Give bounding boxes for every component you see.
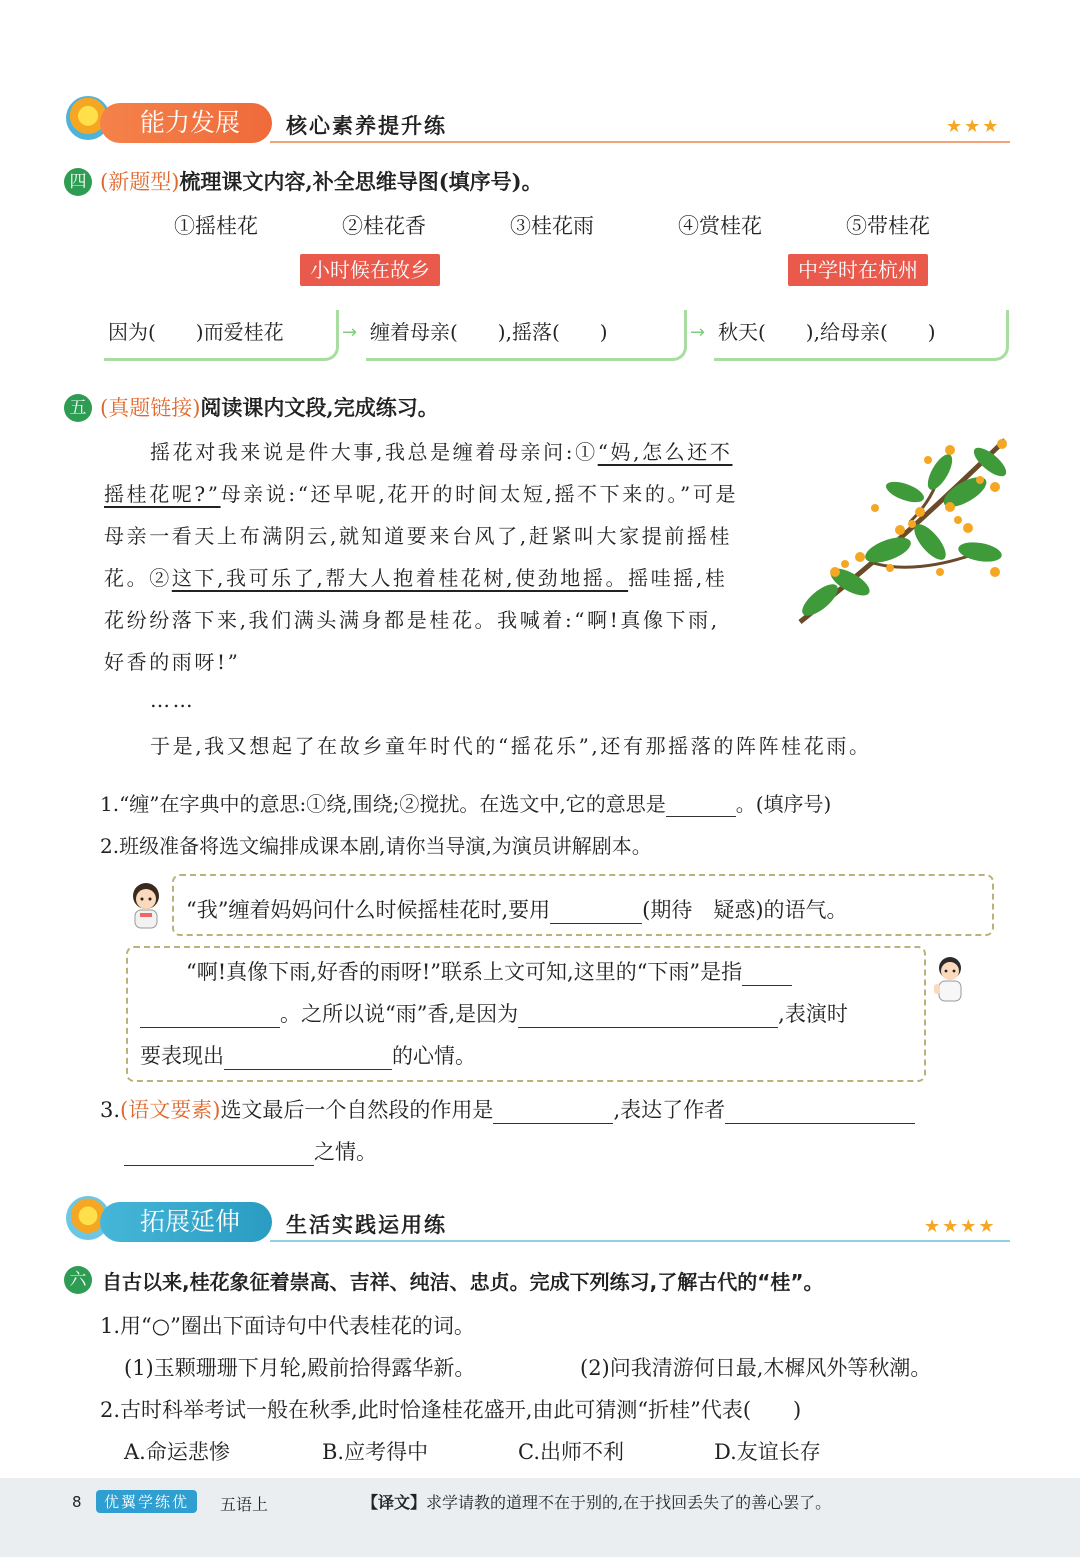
section-subtitle-extension: 生活实践运用练 [286,1212,447,1237]
option-5: ⑤带桂花 [846,214,930,238]
mindmap-box-1-text: 因为( )而爱桂花 [108,320,284,344]
bubble-2-line-2 [140,998,848,1028]
translation-label: 【译文】 [362,1493,427,1512]
label-middle-school-hangzhou: 中学时在杭州 [788,254,928,286]
bubble-text: ,表演时 [778,1002,848,1026]
question-5-1 [100,788,831,817]
brand-logo: 优翼学练优 [96,1490,197,1513]
question-tag: (真题链接) [100,396,201,420]
passage-line [104,478,738,507]
poem-1: (1)玉颗珊珊下月轮,殿前拾得露华新。 [124,1356,476,1380]
bubble-1-text [186,894,848,924]
passage-text: 摇哇摇,桂 [628,566,728,590]
translation-text: 求学请教的道理不在于别的,在于找回丢失了的善心罢了。 [426,1493,832,1512]
section-divider [270,141,1010,143]
passage-text: 母亲说:“还早呢,花开的时间太短,摇不下来的。”可是 [220,482,739,506]
option-3: ③桂花雨 [510,214,594,238]
passage-text: 花。② [104,566,172,590]
answer-blank[interactable] [140,1003,280,1028]
question-text: 。(填序号) [735,792,832,816]
poem-2: (2)问我清游何日最,木樨风外等秋潮。 [580,1356,932,1380]
question-text: 选文最后一个自然段的作用是 [220,1098,494,1122]
section-divider [270,1240,1010,1242]
question-5-3-line-1 [100,1094,915,1124]
passage-line: 好香的雨呀!” [104,650,241,674]
difficulty-stars: ★★★ [946,116,1001,137]
underlined-sentence-2: 这下,我可乐了,帮大人抱着桂花树,使劲地摇。 [171,566,629,590]
mindmap-arrow-1: → [342,322,358,343]
question-number-5: 五 [64,394,92,422]
osmanthus-branch-illustration [790,432,1014,628]
question-5-3-line-2 [124,1136,377,1166]
choice-c[interactable]: C.出师不利 [518,1440,624,1464]
bubble-text: 要表现出 [140,1044,224,1068]
section-subtitle-ability: 核心素养提升练 [286,113,447,138]
answer-blank[interactable] [124,1141,314,1166]
passage-line: 母亲一看天上布满阴云,就知道要来台风了,赶紧叫大家提前摇桂 [104,524,733,548]
mindmap-box-2 [366,310,687,361]
bubble-text: 的心情。 [392,1044,476,1068]
passage-line [104,562,727,591]
choice-d[interactable]: D.友谊长存 [714,1440,821,1464]
choice-b[interactable]: B.应考得中 [322,1440,429,1464]
question-5-heading [100,392,439,422]
mindmap-box-3-text: 秋天( ),给母亲( ) [718,320,936,344]
passage-last-paragraph: 于是,我又想起了在故乡童年时代的“摇花乐”,还有那摇落的阵阵桂花雨。 [150,734,872,758]
question-prompt: 梳理课文内容,补全思维导图(填序号)。 [179,169,543,194]
bubble-2-line-1 [186,956,792,986]
question-5-2: 2.班级准备将选文编排成课本剧,请你当导演,为演员讲解剧本。 [100,834,652,858]
girl-avatar-icon [124,880,168,934]
label-childhood-hometown: 小时候在故乡 [300,254,440,286]
question-tag: (新题型) [100,170,180,194]
option-4: ④赏桂花 [678,214,762,238]
translation-note [362,1490,831,1513]
question-6-prompt: 自古以来,桂花象征着崇高、吉祥、纯洁、忠贞。完成下列练习,了解古代的“桂”。 [102,1270,824,1294]
bubble-text: (期待 疑惑)的语气。 [642,898,848,922]
section-title-ability: 能力发展 [100,103,272,143]
question-text: 之情。 [314,1140,377,1164]
question-number-6: 六 [64,1266,92,1294]
question-prompt: 阅读课内文段,完成练习。 [200,395,439,420]
page-number: 8 [72,1493,82,1511]
bubble-2-line-3 [140,1040,476,1070]
question-4-heading [100,166,543,196]
underlined-sentence-1: “妈,怎么还不 [597,440,733,464]
passage-line: 花纷纷落下来,我们满头满身都是桂花。我喊着:“啊!真像下雨, [104,608,720,632]
passage-ellipsis: …… [150,688,196,712]
answer-blank[interactable] [518,1003,778,1028]
option-2: ②桂花香 [342,214,426,238]
question-text: ,表达了作者 [613,1098,726,1122]
answer-blank[interactable] [224,1045,392,1070]
mindmap-box-3 [714,310,1009,361]
mindmap-box-1 [104,310,339,361]
question-6-2: 2.古时科举考试一般在秋季,此时恰逢桂花盛开,由此可猜测“折桂”代表( ) [100,1398,802,1422]
passage-line [150,436,733,465]
question-number-4: 四 [64,168,92,196]
answer-blank[interactable] [725,1099,915,1124]
underlined-sentence-1-end: 摇桂花呢?” [104,482,221,506]
bubble-text: 。之所以说“雨”香,是因为 [280,1002,519,1026]
answer-blank[interactable] [666,792,736,817]
mindmap-arrow-2: → [690,322,706,343]
answer-blank[interactable] [550,899,642,924]
passage-text: 摇花对我来说是件大事,我总是缠着母亲问:① [150,440,598,464]
difficulty-stars: ★★★★ [924,1216,997,1237]
bubble-text: “我”缠着妈妈问什么时候摇桂花时,要用 [186,898,551,922]
boy-avatar-icon [928,954,972,1006]
bubble-text: “啊!真像下雨,好香的雨呀!”联系上文可知,这里的“下雨”是指 [186,960,743,984]
question-text: 1.“缠”在字典中的意思:①绕,围绕;②搅扰。在选文中,它的意思是 [100,792,666,816]
answer-blank[interactable] [742,961,792,986]
grade-label: 五语上 [220,1495,269,1514]
choice-a[interactable]: A.命运悲惨 [124,1440,230,1464]
answer-blank[interactable] [493,1099,613,1124]
question-6-1: 1.用“○”圈出下面诗句中代表桂花的词。 [100,1314,475,1338]
question-tag: (语文要素) [120,1098,221,1122]
option-1: ①摇桂花 [174,214,258,238]
mindmap-box-2-text: 缠着母亲( ),摇落( ) [370,320,608,344]
section-title-extension: 拓展延伸 [100,1202,272,1242]
question-text: 3. [100,1098,121,1122]
